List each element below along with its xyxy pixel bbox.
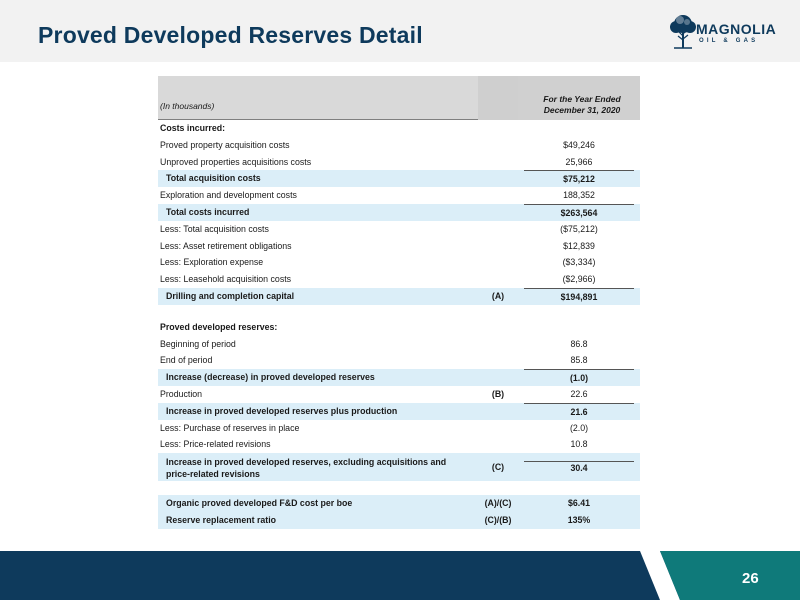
row-value: 10.8 (570, 439, 588, 450)
row-value: $12,839 (563, 240, 595, 251)
table-row-total (158, 369, 640, 386)
row-label: Increase in proved developed reserves, excluding acquisitions and price-related revisions (166, 457, 447, 480)
row-label: Less: Leasehold acquisition costs (160, 274, 292, 285)
table-header (158, 76, 640, 120)
table-row-total (158, 288, 640, 305)
table-row (158, 319, 640, 336)
unit-label: (In thousands) (160, 101, 215, 111)
row-value: ($3,334) (562, 257, 596, 268)
row-label: Total acquisition costs (166, 173, 261, 184)
row-label: Less: Exploration expense (160, 257, 264, 268)
table-row (158, 271, 640, 288)
table-row (158, 238, 640, 255)
table-row-metric (158, 495, 640, 512)
page-number: 26 (742, 570, 759, 587)
table-row (158, 336, 640, 353)
column-header (528, 94, 636, 116)
table-row (158, 137, 640, 154)
table-row (158, 154, 640, 171)
footer-accent-stripe (640, 551, 800, 600)
row-value: $75,212 (524, 170, 634, 187)
row-value: $263,564 (524, 204, 634, 221)
row-reference: (A)/(C) (484, 498, 512, 509)
row-value: 188,352 (563, 190, 595, 201)
row-label: Less: Asset retirement obligations (160, 240, 292, 251)
row-label: Increase (decrease) in proved developed reserves (166, 372, 375, 383)
row-value: (2.0) (569, 422, 589, 433)
row-label: Less: Price-related revisions (160, 439, 271, 450)
row-label: Beginning of period (160, 338, 236, 349)
table-spacer (158, 481, 640, 495)
page-title: Proved Developed Reserves Detail (38, 22, 423, 48)
column-header-line2: December 31, 2020 (543, 105, 621, 115)
row-value: $194,891 (524, 288, 634, 305)
row-label: Reserve replacement ratio (166, 514, 277, 525)
row-value: 30.4 (524, 461, 634, 478)
logo-subtitle: OIL & GAS (699, 38, 759, 44)
row-label: End of period (160, 355, 213, 366)
table-row-total (158, 204, 640, 221)
row-value: 135% (567, 514, 591, 525)
row-value: $49,246 (563, 139, 595, 150)
row-label: Costs incurred: (160, 123, 226, 133)
table-row (158, 352, 640, 369)
table-row-total (158, 453, 640, 481)
row-label: Drilling and completion capital (166, 290, 295, 301)
reserves-table (158, 76, 640, 529)
table-row (158, 187, 640, 204)
row-reference: (C)/(B) (484, 514, 512, 525)
row-value: 85.8 (570, 355, 588, 366)
table-spacer (158, 305, 640, 319)
tree-icon (668, 12, 698, 50)
table-row (158, 254, 640, 271)
logo-name: MAGNOLIA (696, 21, 777, 37)
row-value: ($75,212) (560, 223, 598, 234)
row-value: (1.0) (524, 369, 634, 386)
row-value: 86.8 (570, 338, 588, 349)
table-row (158, 386, 640, 403)
row-label: Increase in proved developed reserves plus production (166, 405, 398, 416)
row-value: $6.41 (567, 498, 590, 509)
row-reference: (C) (491, 462, 505, 473)
table-row-total (158, 170, 640, 187)
row-label: Proved property acquisition costs (160, 139, 290, 150)
row-value: 25,966 (565, 156, 593, 167)
row-value: ($2,966) (562, 274, 596, 285)
table-row (158, 420, 640, 437)
row-label: Less: Purchase of reserves in place (160, 422, 300, 433)
row-reference: (A) (491, 290, 505, 301)
column-header-line1: For the Year Ended (543, 94, 621, 104)
table-row (158, 120, 640, 137)
row-label: Unproved properties acquisitions costs (160, 156, 312, 167)
header-ref-cell (478, 76, 518, 120)
table-row-total (158, 403, 640, 420)
row-label: Proved developed reserves: (160, 321, 278, 332)
row-label: Organic proved developed F&D cost per boe (166, 498, 353, 509)
table-row (158, 436, 640, 453)
row-value: 22.6 (570, 388, 588, 399)
row-label: Less: Total acquisition costs (160, 223, 269, 234)
row-label: Total costs incurred (166, 206, 250, 217)
row-label: Exploration and development costs (160, 190, 297, 201)
row-value: 21.6 (524, 403, 634, 420)
row-reference: (B) (491, 388, 505, 399)
row-label: Production (160, 388, 203, 399)
table-row (158, 221, 640, 238)
table-row-metric (158, 512, 640, 529)
company-logo (668, 12, 778, 52)
